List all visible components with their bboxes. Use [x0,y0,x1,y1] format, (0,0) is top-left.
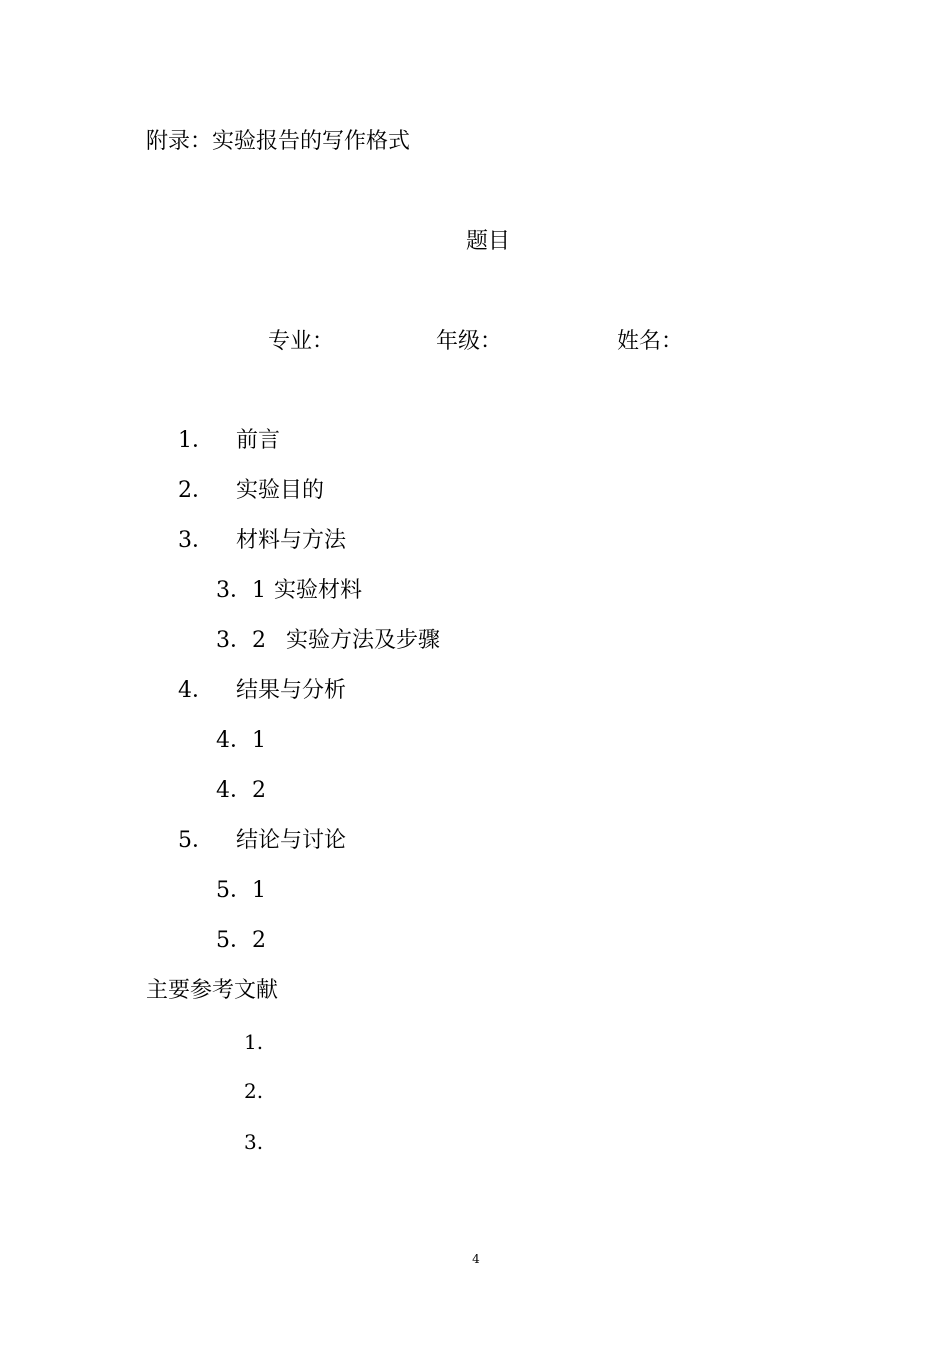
name-label: 姓名： [617,329,684,354]
reference-number: 1. [244,1030,264,1054]
section-number: 3．2 [216,628,266,653]
page-number: 4 [472,1252,480,1266]
reference-item [244,1128,263,1157]
reference-number: 3. [244,1130,264,1154]
outline-item [216,627,440,655]
section-title: 前言 [236,428,281,453]
section-number: 4． [178,678,214,703]
outline-item [216,577,362,605]
outline-item [216,727,266,755]
outline-item [178,477,324,505]
reference-item [244,1077,263,1106]
report-title: 题目 [466,229,511,254]
section-title: 实验目的 [236,478,325,503]
outline-item [216,777,266,805]
section-title: 结论与讨论 [236,828,347,853]
section-title: 实验材料 [274,578,363,603]
section-number: 4．2 [216,778,266,803]
section-number: 5．1 [216,878,266,903]
outline-item [178,827,346,855]
outline-item [216,877,266,905]
section-number: 3． [178,528,214,553]
section-number: 3．1 [216,578,266,603]
outline-item [178,527,346,555]
section-number: 2． [178,478,214,503]
section-title: 结果与分析 [236,678,347,703]
section-title: 材料与方法 [236,528,347,553]
outline-item [178,677,346,705]
references-heading: 主要参考文献 [146,978,279,1003]
section-number: 5． [178,828,214,853]
section-title: 实验方法及步骤 [286,628,441,653]
section-number: 4．1 [216,728,266,753]
section-number: 1． [178,428,214,453]
grade-label: 年级： [436,329,503,354]
outline-item [178,427,280,455]
major-label: 专业： [268,329,335,354]
reference-number: 2. [244,1079,264,1103]
appendix-heading: 附录：实验报告的写作格式 [146,129,411,154]
outline-item [216,927,266,955]
reference-item [244,1028,263,1057]
section-number: 5．2 [216,928,266,953]
